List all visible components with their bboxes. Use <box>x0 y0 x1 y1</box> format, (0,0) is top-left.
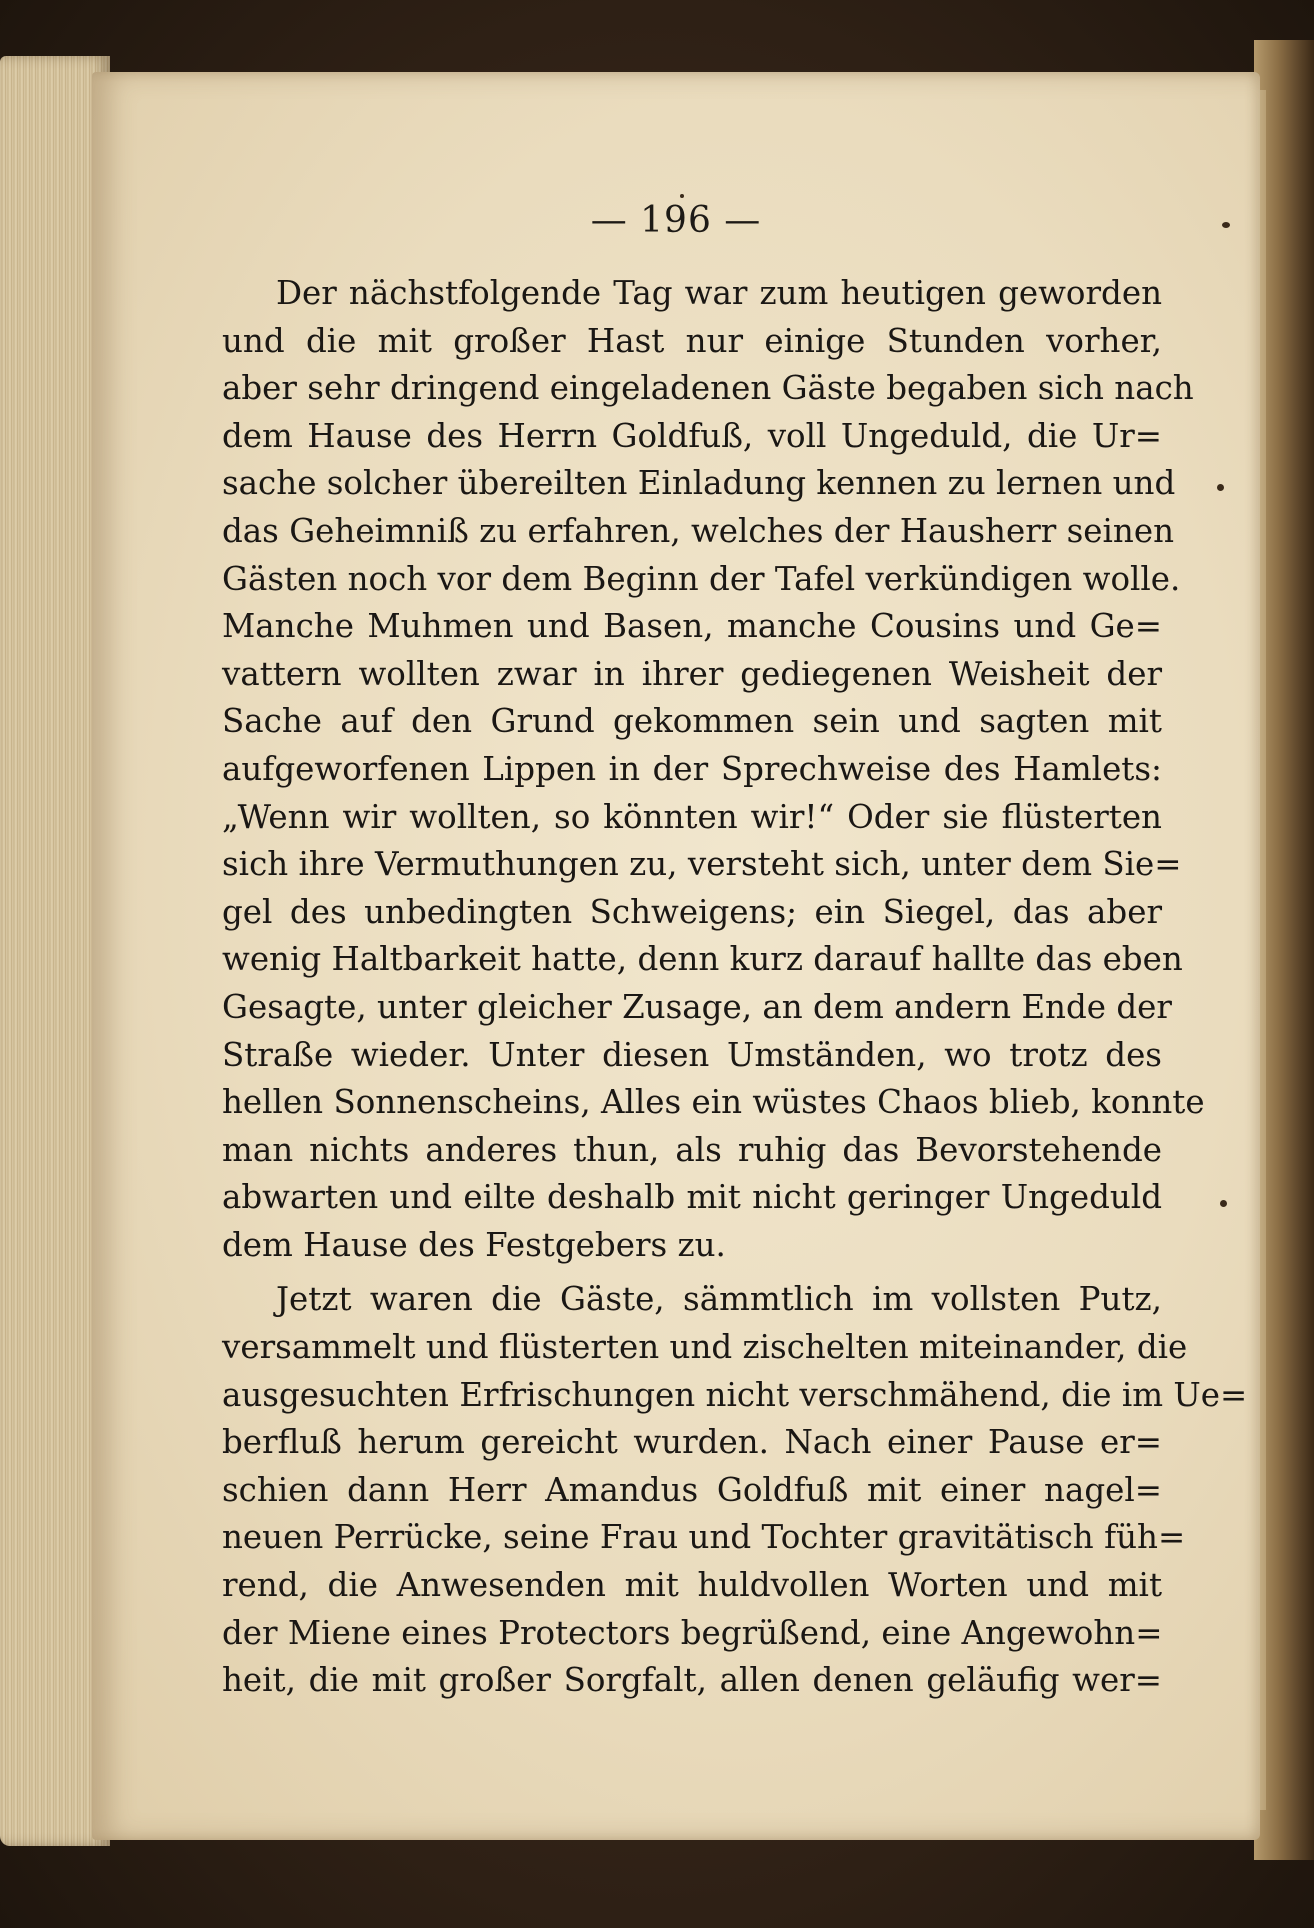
text-line: berfluß herum gereicht wurden. Nach einer Pause er= <box>222 1423 1162 1462</box>
text-line: sich ihre Vermuthungen zu, versteht sich, unter dem Sie= <box>222 845 1182 884</box>
margin-speck <box>1220 1200 1227 1207</box>
text-line: man nichts anderes thun, als ruhig das Bevorstehende <box>222 1130 1162 1169</box>
book-page <box>92 72 1260 1840</box>
paragraph-gap <box>222 1269 1162 1276</box>
margin-speck <box>680 194 684 198</box>
text-line: Der nächstfolgende Tag war zum heutigen geworden <box>276 274 1162 312</box>
text-line: heit, die mit großer Sorgfalt, allen denen geläufig wer= <box>222 1661 1162 1700</box>
text-line: schien dann Herr Amandus Goldfuß mit einer nagel= <box>222 1470 1162 1509</box>
text-line: der Miene eines Protectors begrüßend, eine Angewohn= <box>222 1613 1163 1652</box>
text-line: Jetzt waren die Gäste, sämmtlich im vollsten Putz, <box>276 1280 1162 1319</box>
text-line: versammelt und flüsterten und zischelten miteinander, die <box>222 1328 1188 1367</box>
text-line: und die mit großer Hast nur einige Stunden vorher, <box>222 321 1162 360</box>
text-line: abwarten und eilte deshalb mit nicht geringer Ungeduld <box>222 1178 1162 1217</box>
margin-speck <box>1222 222 1230 228</box>
text-line: Manche Muhmen und Basen, manche Cousins und Ge= <box>222 607 1162 646</box>
page-number: — 196 — <box>590 200 762 241</box>
text-line: gel des unbedingten Schweigens; ein Siegel, das aber <box>222 892 1162 931</box>
text-line: wenig Haltbarkeit hatte, denn kurz darauf hallte das eben <box>222 940 1183 979</box>
text-line: aber sehr dringend eingeladenen Gäste begaben sich nach <box>222 369 1194 408</box>
text-line: neuen Perrücke, seine Frau und Tochter gravitätisch füh= <box>222 1518 1186 1557</box>
text-line: vattern wollten zwar in ihrer gediegenen Weisheit der <box>222 654 1162 693</box>
text-line: „Wenn wir wollten, so könnten wir!“ Oder sie flüsterten <box>222 797 1162 836</box>
text-line: sache solcher übereilten Einladung kennen zu lernen und <box>222 464 1176 503</box>
text-line: hellen Sonnenscheins, Alles ein wüstes Chaos blieb, konnte <box>222 1083 1205 1122</box>
text-line: Sache auf den Grund gekommen sein und sagten mit <box>222 702 1162 741</box>
text-line: ausgesuchten Erfrischungen nicht verschmähend, die im Ue= <box>222 1375 1248 1414</box>
text-line: rend, die Anwesenden mit huldvollen Worten und mit <box>222 1566 1162 1605</box>
text-line: Gästen noch vor dem Beginn der Tafel verkündigen wolle. <box>222 559 1181 598</box>
text-line: aufgeworfenen Lippen in der Sprechweise des Hamlets: <box>222 749 1162 788</box>
paragraph-1 <box>222 270 1205 1269</box>
paragraph-2 <box>222 1276 1248 1704</box>
margin-speck <box>1217 484 1224 491</box>
text-line: Gesagte, unter gleicher Zusage, an dem andern Ende der <box>222 987 1172 1026</box>
text-line: dem Hause des Herrn Goldfuß, voll Ungeduld, die Ur= <box>222 416 1162 455</box>
text-line: dem Hause des Festgebers zu. <box>222 1225 726 1264</box>
text-line: Straße wieder. Unter diesen Umständen, wo trotz des <box>222 1035 1162 1074</box>
page-text <box>222 270 1248 1705</box>
text-line: das Geheimniß zu erfahren, welches der Hausherr seinen <box>222 511 1175 550</box>
